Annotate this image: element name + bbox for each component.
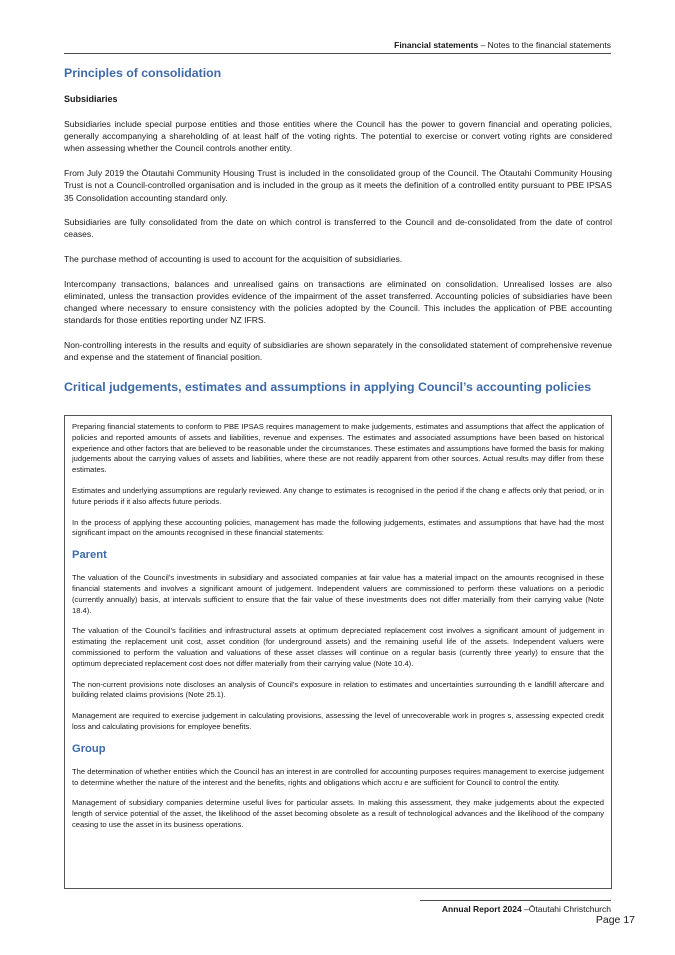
footer-org: –Ōtautahi Christchurch — [521, 904, 611, 914]
subsidiaries-subheading: Subsidiaries — [64, 94, 118, 104]
box-paragraph: The valuation of the Council’s facilities and infrastructural assets at optimum depreciated replacement cost involves a significant amount of judgement in estimating the replacement unit cost, asset condition (for underground assets) and the remaining useful life of the assets. Independent valuers were commissioned to perform the valuation and valuations of these asset classes will continue on a regular basis (currently three yearly) to ensure that the optimum depreciated replacement cost does not differ materially from their carrying value (Note 10.4). — [72, 626, 604, 668]
header-section: Financial statements — [394, 40, 479, 50]
paragraph: Intercompany transactions, balances and unrealised gains on transactions are eliminated on consolidation. Unrealised losses are also eliminated, unless the transaction provides evidence of the impairment of the asset transferred. Accounting policies of subsidiaries have been changed where necessary to ensure consistency with the policies adopted by the Council. This includes the application of PBE accounting standards for those entities reporting under NZ IFRS. — [64, 278, 612, 326]
judgements-box — [64, 415, 612, 889]
box-paragraph: The determination of whether entities which the Council has an interest in are controlled for accounting purposes requires management to exercise judgement to determine whether the nature of the interest and the benefits, rights and obligations which accru e are sufficient for Council to control the entity. — [72, 766, 604, 787]
box-paragraph: Management are required to exercise judgement in calculating provisions, assessing the level of unrecoverable work in progres s, assessing expected credit loss and calculating provisions for employee benefits. — [72, 711, 604, 731]
box-paragraph: In the process of applying these accounting policies, management has made the following judgements, estimates and assumptions that have had the most significant impact on the amounts recognised in these financial statements: — [72, 517, 604, 538]
paragraph: Subsidiaries are fully consolidated from the date on which control is transferred to the Council and de-consolidated from the date of control ceases. — [64, 217, 612, 240]
box-paragraph: Preparing financial statements to conform to PBE IPSAS requires management to make judgements, estimates and assumptions that affect the application of policies and reported amounts of assets and liabilities, revenue and expenses. The estimates and associated assumptions have been based on historical experience and other factors that are believed to be reasonable under the circumstances. These estimates and assumptions have formed the basis for making judgements about the carrying values of assets and liabilities, where these are not readily apparent from other sources. Actual results may differ from these estimates. — [72, 422, 604, 475]
box-paragraph: Estimates and underlying assumptions are regularly reviewed. Any change to estimates is recognised in the period if the chang e affects only that period, or in future periods if it also affects future periods. — [72, 485, 604, 506]
footer-report-title: Annual Report 2024 — [441, 904, 522, 914]
group-heading: Group — [72, 742, 106, 755]
consolidation-section — [64, 66, 612, 408]
running-header — [64, 40, 611, 54]
box-paragraph: The non-current provisions note discloses an analysis of Council’s exposure in relation to estimates and uncertainties surrounding th e landfill aftercare and building related claims provisions (Note 25.1). — [72, 679, 604, 700]
header-subsection: – Notes to the financial statements — [478, 40, 611, 50]
box-paragraph: Management of subsidiary companies determine useful lives for particular assets. In making this assessment, they make judgements about the expected length of service potential of the asset, the likelihood of the asset becoming obsolete as a result of technological advances and the likelihood of the company ceasing to use the asset in its business operations. — [72, 798, 604, 829]
box-paragraph: The valuation of the Council’s investments in subsidiary and associated companies at fair value has a material impact on the amounts recognised in these financial statements and involves a significant amount of judgement. Independent valuers are commissioned to perform these valuations on a periodic (currently annually) basis, at intervals sufficient to ensure that the fair value of these investments does not differ materially from their carrying value (Note 18.4). — [72, 573, 604, 615]
page-number: Page 17 — [595, 914, 635, 926]
consolidation-heading: Principles of consolidation — [64, 66, 222, 80]
paragraph: Subsidiaries include special purpose entities and those entities where the Council has the power to govern financial and operating policies, generally accompanying a shareholding of at least half of the voting rights. The potential to exercise or convert voting rights are considered when assessing whether the Council controls another entity. — [64, 119, 612, 154]
judgements-heading: Critical judgements, estimates and assumptions in applying Council’s accounting policies — [64, 379, 592, 394]
running-footer — [420, 900, 611, 914]
paragraph: The purchase method of accounting is used to account for the acquisition of subsidiaries. — [64, 254, 403, 265]
paragraph: Non-controlling interests in the results and equity of subsidiaries are shown separately in the consolidated statement of comprehensive revenue and expense and the statement of financial position. — [64, 340, 612, 363]
paragraph: From July 2019 the Ōtautahi Community Housing Trust is included in the consolidated group of the Council. The Ōtautahi Community Housing Trust is not a Council-controlled organisation and is included in the group as it meets the definition of a controlled entity pursuant to PBE IPSAS 35 Consolidation accounting standard only. — [64, 168, 612, 203]
parent-heading: Parent — [72, 549, 107, 562]
